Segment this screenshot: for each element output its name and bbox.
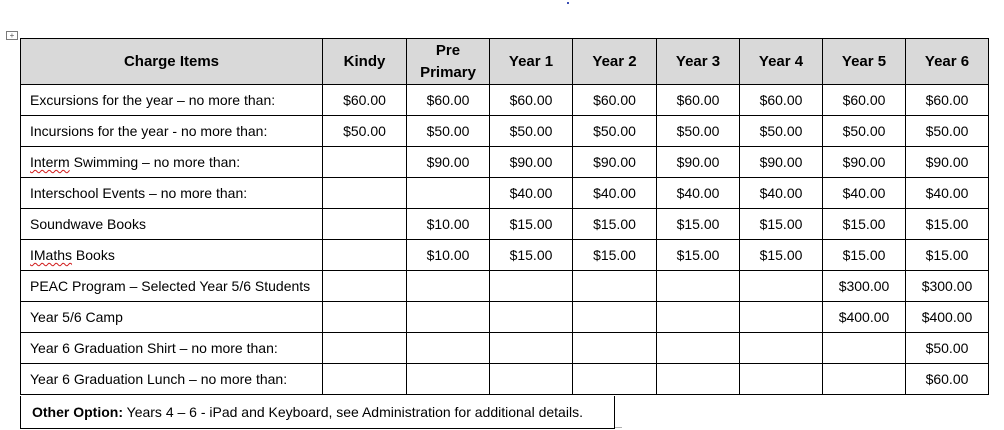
header-pre-primary-label: Pre Primary [420, 41, 476, 81]
charge-value-cell [490, 302, 573, 333]
charge-value-cell: $15.00 [657, 240, 740, 271]
charges-table [20, 38, 989, 395]
charge-value-cell [657, 364, 740, 395]
charge-value-cell: $60.00 [906, 364, 989, 395]
charge-value-cell: $40.00 [490, 178, 573, 209]
charge-value-cell: $400.00 [906, 302, 989, 333]
charge-value-cell: $15.00 [906, 240, 989, 271]
charge-value-cell: $90.00 [490, 147, 573, 178]
charge-value-cell [823, 364, 906, 395]
charge-value-cell: $40.00 [823, 178, 906, 209]
charge-value-cell: $60.00 [657, 85, 740, 116]
charge-value-cell: $60.00 [407, 85, 490, 116]
header-pre-primary [407, 39, 490, 85]
charge-value-cell: $40.00 [740, 178, 823, 209]
charge-value-cell: $15.00 [490, 209, 573, 240]
charge-value-cell: $15.00 [823, 240, 906, 271]
charge-value-cell: $60.00 [323, 85, 407, 116]
charge-value-cell [407, 178, 490, 209]
charge-value-cell: $60.00 [740, 85, 823, 116]
charge-value-cell [657, 271, 740, 302]
charge-value-cell: $40.00 [573, 178, 657, 209]
charge-value-cell: $60.00 [573, 85, 657, 116]
spelling-flagged-word: Interm [30, 154, 70, 170]
other-option-label: Other Option: [32, 404, 123, 420]
charge-value-cell: $60.00 [906, 85, 989, 116]
charge-value-cell: $40.00 [657, 178, 740, 209]
charge-item-cell: Year 6 Graduation Shirt – no more than: [21, 333, 323, 364]
charge-item-cell: Year 5/6 Camp [21, 302, 323, 333]
charge-value-cell [740, 302, 823, 333]
charge-value-cell [323, 240, 407, 271]
table-row [21, 364, 989, 395]
charge-item-cell [21, 240, 323, 271]
charge-item-cell: Excursions for the year – no more than: [21, 85, 323, 116]
table-row [21, 147, 989, 178]
charge-value-cell: $90.00 [740, 147, 823, 178]
header-year-6: Year 6 [906, 39, 989, 85]
charge-value-cell: $90.00 [657, 147, 740, 178]
table-move-handle-icon[interactable]: + [6, 31, 18, 40]
charge-value-cell: $50.00 [657, 116, 740, 147]
header-year-1: Year 1 [490, 39, 573, 85]
header-charge-items: Charge Items [21, 39, 323, 85]
charge-value-cell: $10.00 [407, 209, 490, 240]
charge-value-cell: $60.00 [490, 85, 573, 116]
charge-value-cell [407, 333, 490, 364]
charge-value-cell [323, 364, 407, 395]
table-row [21, 302, 989, 333]
table-row [21, 85, 989, 116]
charge-value-cell: $50.00 [407, 116, 490, 147]
header-year-2: Year 2 [573, 39, 657, 85]
charge-value-cell [657, 302, 740, 333]
other-option-text: Years 4 – 6 - iPad and Keyboard, see Administration for additional details. [123, 404, 583, 420]
charge-value-cell [323, 147, 407, 178]
charge-value-cell [407, 364, 490, 395]
charge-value-cell [323, 209, 407, 240]
charge-item-cell: Incursions for the year - no more than: [21, 116, 323, 147]
charge-value-cell [740, 271, 823, 302]
table-row [21, 178, 989, 209]
charge-item-rest: Books [72, 247, 115, 263]
table-row [21, 240, 989, 271]
charge-item-cell [21, 147, 323, 178]
charge-value-cell: $50.00 [573, 116, 657, 147]
header-year-5: Year 5 [823, 39, 906, 85]
charge-value-cell: $60.00 [823, 85, 906, 116]
charge-value-cell: $300.00 [906, 271, 989, 302]
box-corner-mark [615, 427, 622, 428]
charge-value-cell: $50.00 [823, 116, 906, 147]
spelling-flagged-word: IMaths [30, 247, 73, 263]
charge-item-cell: Soundwave Books [21, 209, 323, 240]
charge-value-cell: $15.00 [573, 209, 657, 240]
charge-value-cell [823, 333, 906, 364]
charge-value-cell: $15.00 [740, 209, 823, 240]
table-row [21, 271, 989, 302]
charge-value-cell [740, 364, 823, 395]
charge-item-rest: Swimming – no more than: [69, 154, 241, 170]
table-row [21, 209, 989, 240]
charge-item-cell: PEAC Program – Selected Year 5/6 Students [21, 271, 323, 302]
charge-item-cell: Interschool Events – no more than: [21, 178, 323, 209]
charge-value-cell: $40.00 [906, 178, 989, 209]
charge-value-cell [573, 364, 657, 395]
header-year-3: Year 3 [657, 39, 740, 85]
charge-value-cell: $90.00 [407, 147, 490, 178]
charge-value-cell [657, 333, 740, 364]
charge-value-cell: $90.00 [906, 147, 989, 178]
header-kindy: Kindy [323, 39, 407, 85]
charge-value-cell: $15.00 [490, 240, 573, 271]
charge-value-cell: $15.00 [823, 209, 906, 240]
table-row [21, 116, 989, 147]
header-year-4: Year 4 [740, 39, 823, 85]
charge-value-cell: $50.00 [490, 116, 573, 147]
charge-value-cell [323, 178, 407, 209]
table-header-row [21, 39, 989, 85]
charge-value-cell: $300.00 [823, 271, 906, 302]
charge-value-cell: $50.00 [906, 333, 989, 364]
charge-value-cell: $90.00 [823, 147, 906, 178]
charge-value-cell: $50.00 [323, 116, 407, 147]
charge-value-cell [407, 271, 490, 302]
charge-value-cell [573, 333, 657, 364]
charge-value-cell: $400.00 [823, 302, 906, 333]
charge-value-cell: $90.00 [573, 147, 657, 178]
charge-value-cell [490, 333, 573, 364]
charge-value-cell: $50.00 [906, 116, 989, 147]
charge-value-cell: $10.00 [407, 240, 490, 271]
other-option-note [20, 396, 615, 429]
charge-value-cell [740, 333, 823, 364]
charge-value-cell: $50.00 [740, 116, 823, 147]
charge-value-cell: $15.00 [573, 240, 657, 271]
charge-value-cell [490, 364, 573, 395]
charge-value-cell: $15.00 [740, 240, 823, 271]
charge-value-cell [323, 333, 407, 364]
charge-value-cell [573, 271, 657, 302]
charge-value-cell [573, 302, 657, 333]
charge-value-cell [323, 302, 407, 333]
cursor-dot [567, 2, 569, 4]
charge-item-cell: Year 6 Graduation Lunch – no more than: [21, 364, 323, 395]
charge-value-cell: $15.00 [657, 209, 740, 240]
charge-value-cell [323, 271, 407, 302]
charge-value-cell: $15.00 [906, 209, 989, 240]
table-row [21, 333, 989, 364]
charge-value-cell [407, 302, 490, 333]
charge-value-cell [490, 271, 573, 302]
